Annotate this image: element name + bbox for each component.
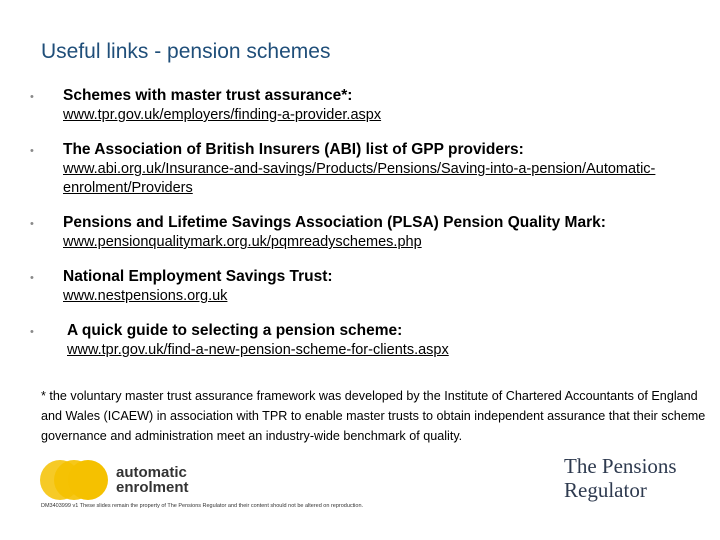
link-plsa[interactable]: www.pensionqualitymark.org.uk/pqmreadyschemes.php — [63, 234, 422, 250]
list-item — [30, 267, 710, 306]
links-list — [30, 86, 710, 375]
list-item — [30, 86, 710, 125]
bullet-icon: • — [30, 272, 34, 284]
list-item — [30, 213, 710, 252]
link-nest[interactable]: www.nestpensions.org.uk — [63, 288, 228, 304]
tpr-logo-line2: Regulator — [564, 478, 647, 502]
list-item — [30, 140, 710, 198]
ae-circles-icon — [40, 460, 104, 500]
small-print: DM3403999 v1 These slides remain the property of The Pensions Regulator and their content should not be altered on reproduction. — [41, 503, 364, 509]
page-title: Useful links - pension schemes — [41, 40, 331, 63]
link-label: Pensions and Lifetime Savings Association (PLSA) Pension Quality Mark: — [63, 214, 606, 231]
pensions-regulator-logo — [564, 454, 677, 502]
link-label: National Employment Savings Trust: — [63, 268, 333, 285]
ae-logo-line1: automatic — [116, 464, 187, 481]
link-abi[interactable]: www.abi.org.uk/Insurance-and-savings/Products/Pensions/Saving-into-a-pension/Automatic-enrolment/Providers — [63, 161, 656, 196]
link-quick-guide[interactable]: www.tpr.gov.uk/find-a-new-pension-scheme-for-clients.aspx — [67, 342, 449, 358]
automatic-enrolment-logo — [40, 460, 189, 500]
link-master-trust[interactable]: www.tpr.gov.uk/employers/finding-a-provider.aspx — [63, 107, 382, 123]
bullet-icon: • — [30, 326, 34, 338]
link-label: The Association of British Insurers (ABI) list of GPP providers: — [63, 141, 524, 158]
ae-logo-line2: enrolment — [116, 479, 189, 496]
bullet-icon: • — [30, 145, 34, 157]
bullet-icon: • — [30, 218, 34, 230]
tpr-logo-line1: The Pensions — [564, 454, 677, 478]
footnote: * the voluntary master trust assurance framework was developed by the Institute of Chartered Accountants of England and Wales (ICAEW) in association with TPR to enable master trusts to obtain independent assurance that their scheme governance and administration meet an industry-wide benchmark of quality. — [41, 389, 706, 443]
link-label: Schemes with master trust assurance*: — [63, 87, 353, 104]
list-item — [30, 321, 710, 360]
link-label: A quick guide to selecting a pension scheme: — [67, 322, 403, 339]
bullet-icon: • — [30, 91, 34, 103]
